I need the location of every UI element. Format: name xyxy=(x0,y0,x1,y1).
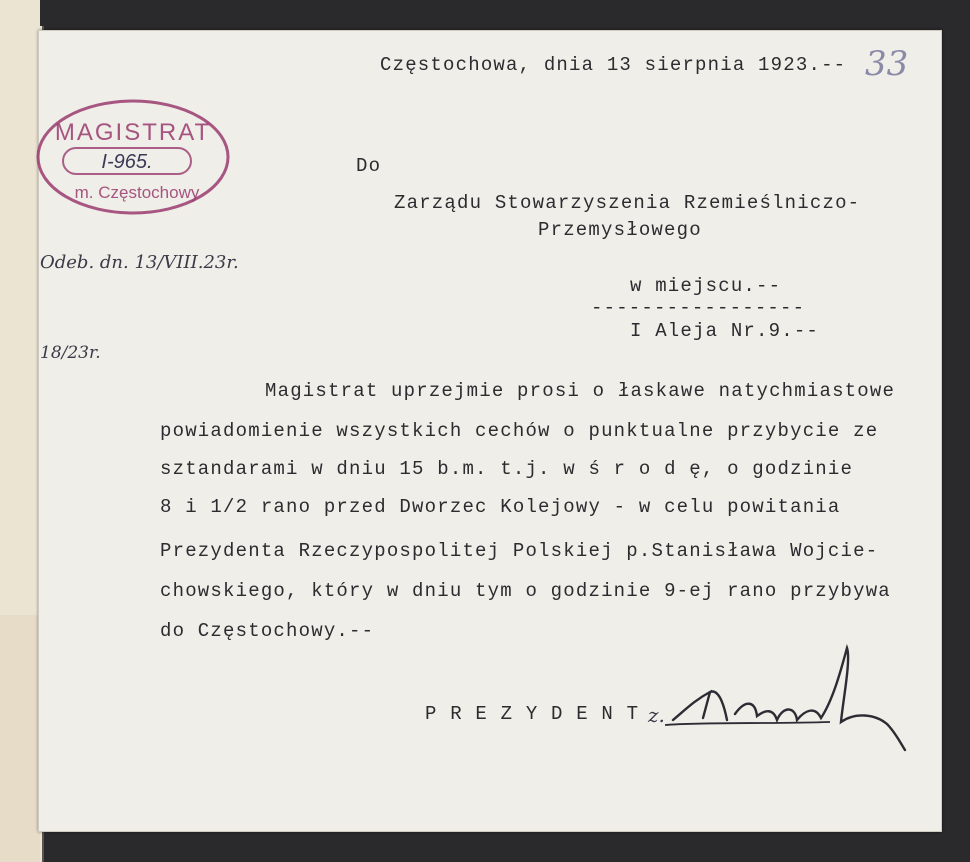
address-line3: w miejscu.-- xyxy=(630,275,782,297)
address-dashes: ----------------- xyxy=(591,297,806,319)
stamp-title: MAGISTRAT xyxy=(54,119,212,146)
body-line-3: sztandarami w dniu 15 b.m. t.j. w ś r o d ę, o godzinie xyxy=(160,458,854,480)
address-line1: Zarządu Stowarzyszenia Rzemieślniczo- xyxy=(394,192,861,214)
stamp-city: m. Częstochowy xyxy=(74,183,200,202)
address-to: Do xyxy=(356,155,382,177)
signature-title: P R E Z Y D E N T xyxy=(425,703,640,725)
body-line-6: chowskiego, który w dniu tym o godzinie 9-ej rano przybywa xyxy=(160,580,891,602)
place-date: Częstochowa, dnia 13 sierpnia 1923.-- xyxy=(380,54,847,76)
received-note: Odeb. dn. 13/VIII.23r. xyxy=(40,252,239,273)
reference-note: 18/23r. xyxy=(40,343,101,363)
body-line-5: Prezydenta Rzeczypospolitej Polskiej p.Stanisława Wojcie- xyxy=(160,540,879,562)
underlying-sheet-lower xyxy=(0,615,40,862)
body-line-4: 8 i 1/2 rano przed Dworzec Kolejowy - w celu powitania xyxy=(160,496,841,518)
address-line2: Przemysłowego xyxy=(538,219,702,241)
stamp-number: I-965. xyxy=(101,151,153,173)
magistrat-stamp xyxy=(35,98,231,216)
handwritten-signature xyxy=(665,640,910,755)
signature-prefix: z. xyxy=(648,703,665,727)
background-strip xyxy=(40,0,970,26)
body-line-7: do Częstochowy.-- xyxy=(160,620,375,642)
address-line4: I Aleja Nr.9.-- xyxy=(630,320,820,342)
body-line-2: powiadomienie wszystkich cechów o punktualne przybycie ze xyxy=(160,420,879,442)
folio-number: 33 xyxy=(865,44,909,84)
body-line-1: Magistrat uprzejmie prosi o łaskawe natychmiastowe xyxy=(265,380,896,402)
